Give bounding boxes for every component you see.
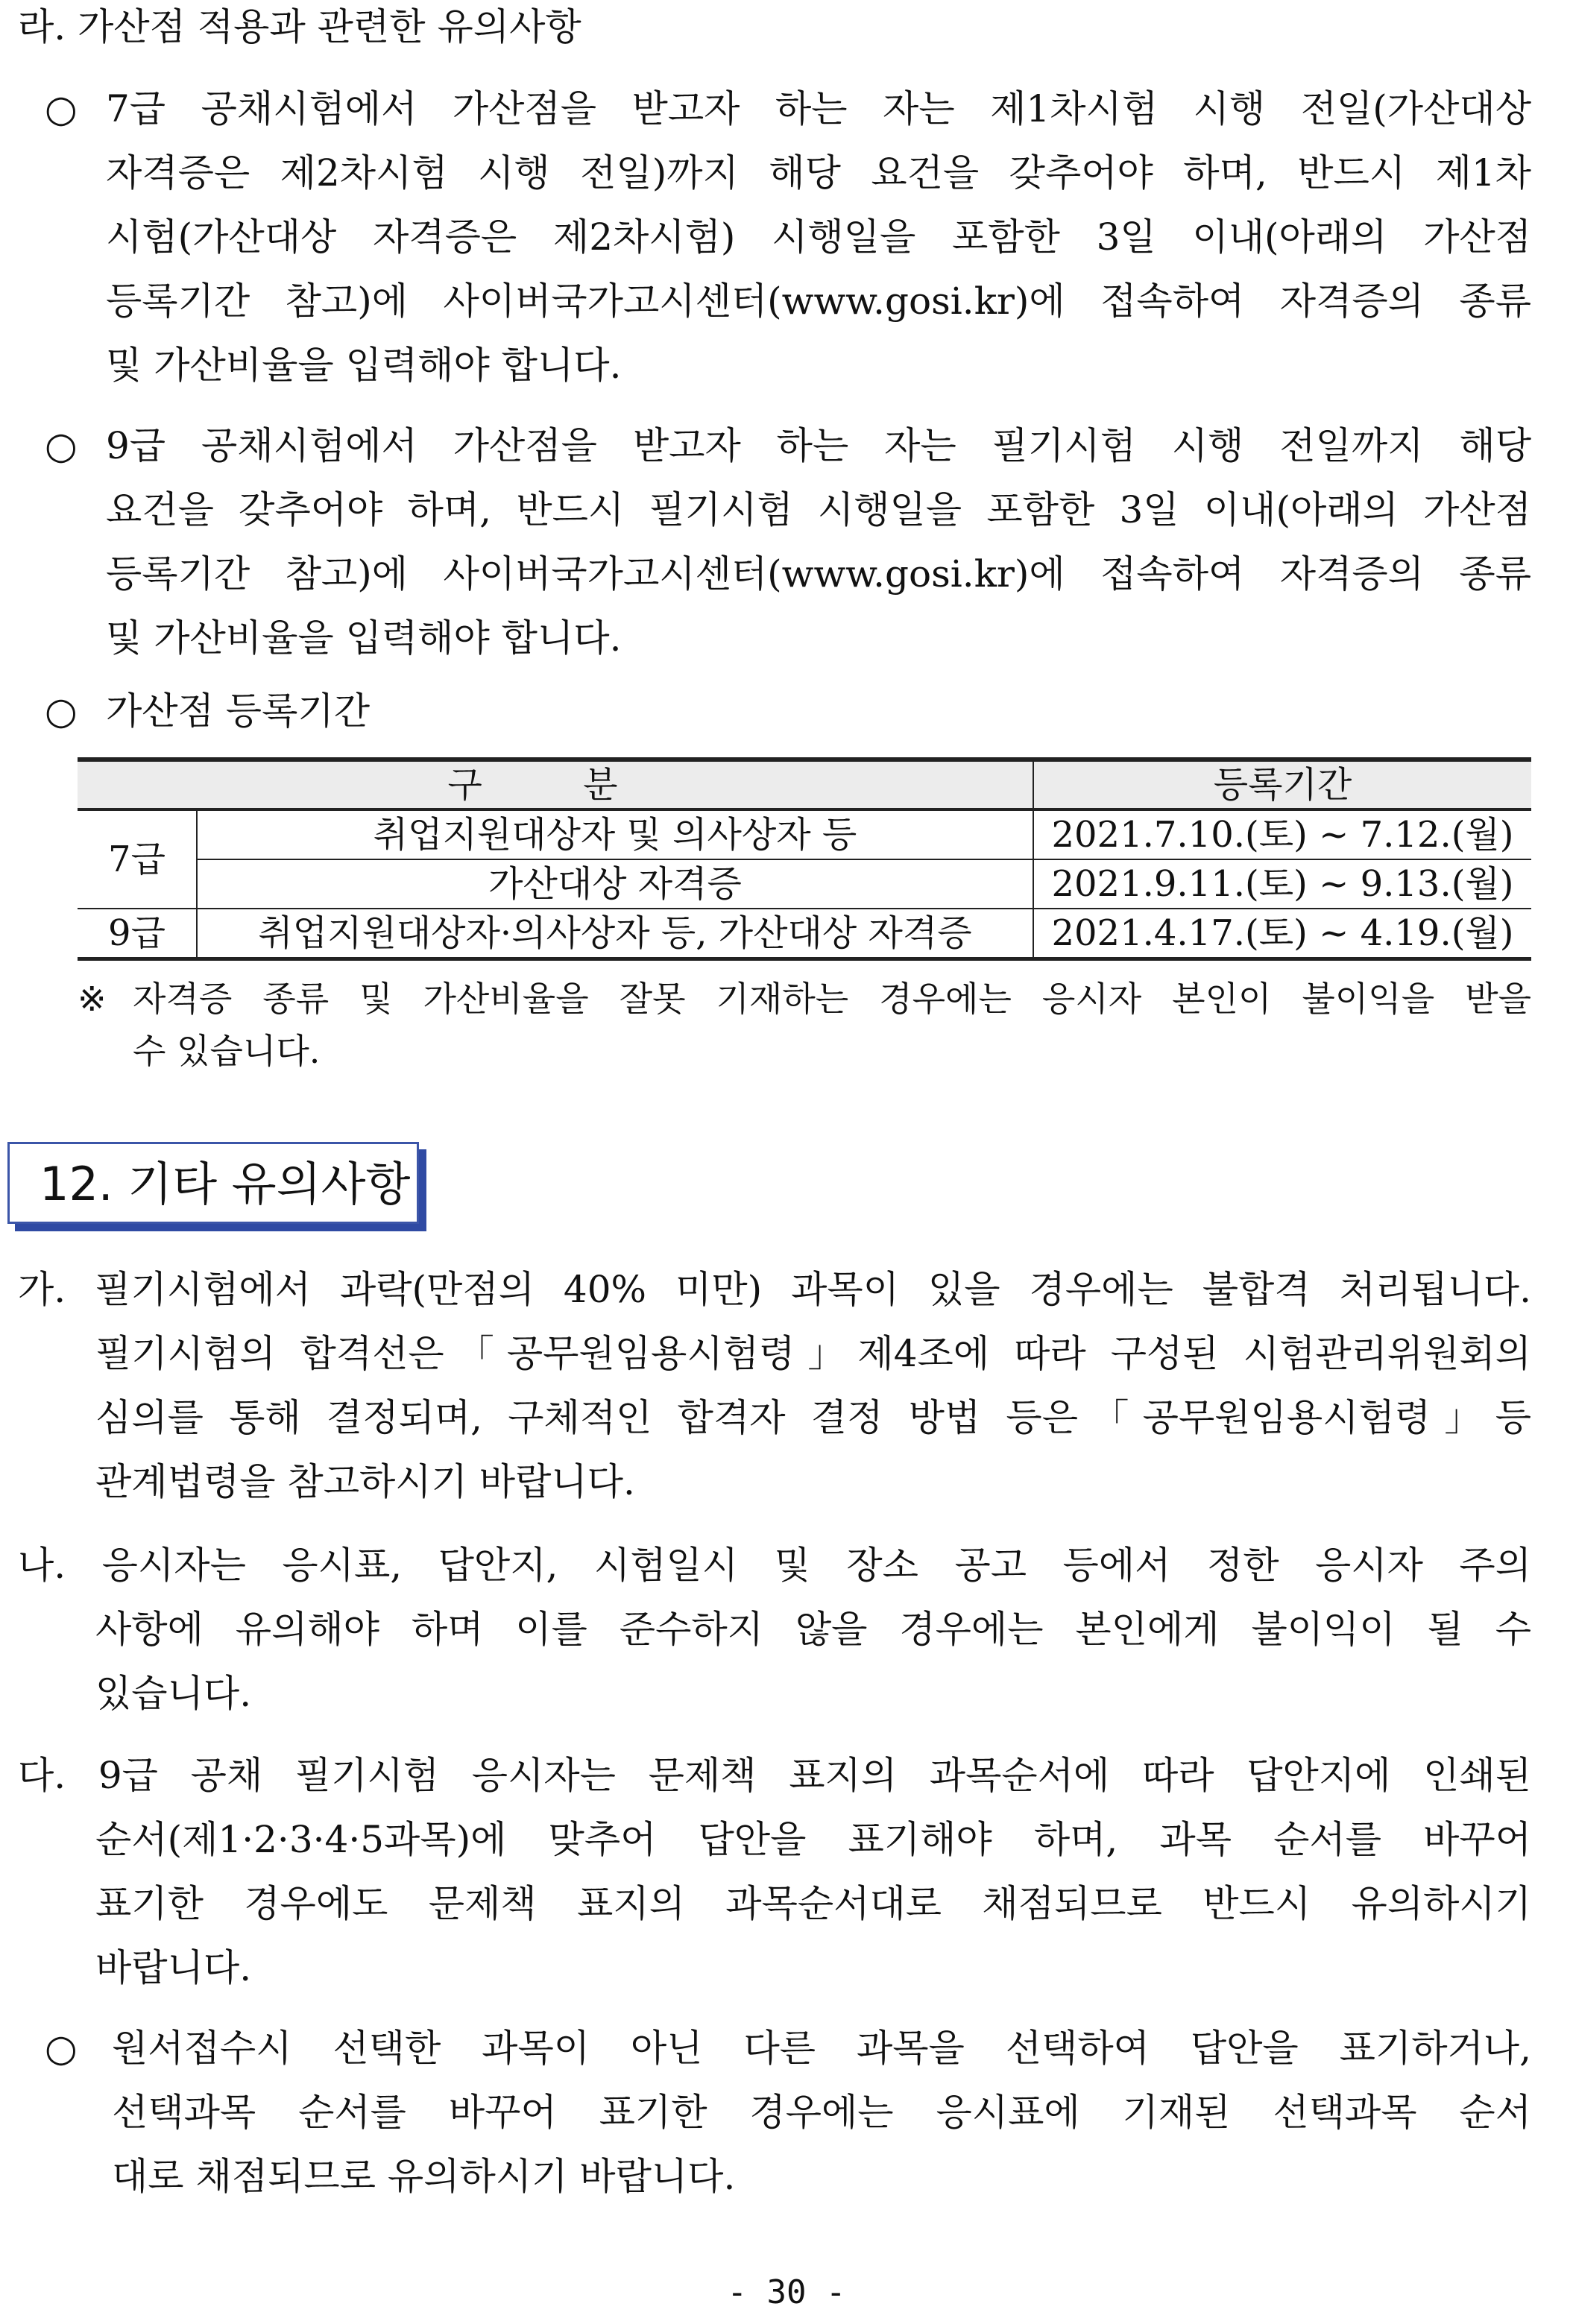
table-cell-period: 2021.4.17.(토) ~ 4.19.(월) — [1033, 909, 1531, 959]
paragraph-line: 순서(제1·2·3·4·5과목)에 맞추어 답안을 표기해야 하며, 과목 순서를 바꾸어 — [95, 1818, 1531, 1861]
bullet-circle-icon: ○ — [45, 424, 78, 467]
bullet-circle-icon: ○ — [45, 2027, 78, 2070]
paragraph-line: 심의를 통해 결정되며, 구체적인 합격자 결정 방법 등은「공무원임용시험령」등 — [95, 1396, 1531, 1439]
paragraph-line: 및 가산비율을 입력해야 합니다. — [106, 344, 622, 387]
paragraph-line: 자격증은 제2차시험 시행 전일)까지 해당 요건을 갖추어야 하며, 반드시 제1차 — [106, 151, 1531, 195]
paragraph-line: 나. 응시자는 응시표, 답안지, 시험일시 및 장소 공고 등에서 정한 응시자 주의 — [18, 1544, 1531, 1587]
table-row — [78, 859, 1531, 909]
table-cell-grade: 9급 — [78, 909, 197, 959]
paragraph-line: 가. 필기시험에서 과락(만점의 40% 미만) 과목이 있을 경우에는 불합격 처리됩니다. — [18, 1268, 1531, 1311]
paragraph-line: 원서접수시 선택한 과목이 아닌 다른 과목을 선택하여 답안을 표기하거나, — [112, 2027, 1531, 2070]
bullet-circle-icon: ○ — [45, 87, 78, 130]
table-cell-period: 2021.7.10.(토) ~ 7.12.(월) — [1033, 809, 1531, 859]
paragraph-line: 등록기간 참고)에 사이버국가고시센터(www.gosi.kr)에 접속하여 자격증의 종류 — [106, 280, 1531, 323]
table-cell-period: 2021.9.11.(토) ~ 9.13.(월) — [1033, 859, 1531, 909]
paragraph-line: 있습니다. — [95, 1672, 252, 1715]
paragraph-line: 선택과목 순서를 바꾸어 표기한 경우에는 응시표에 기재된 선택과목 순서 — [112, 2091, 1531, 2134]
paragraph-line: 필기시험의 합격선은「공무원임용시험령」제4조에 따라 구성된 시험관리위원회의 — [95, 1332, 1531, 1375]
table-header-period: 등록기간 — [1033, 760, 1531, 809]
subsection-heading: 라. 가산점 적용과 관련한 유의사항 — [18, 5, 581, 48]
list-item-title: 가산점 등록기간 — [106, 689, 370, 733]
note-line: 수 있습니다. — [133, 1031, 321, 1071]
paragraph-line: 표기한 경우에도 문제책 표지의 과목순서대로 채점되므로 반드시 유의하시기 — [95, 1882, 1531, 1925]
note-line: 자격증 종류 및 가산비율을 잘못 기재하는 경우에는 응시자 본인이 불이익을 받을 — [133, 979, 1531, 1019]
paragraph-line: 바랍니다. — [95, 1946, 252, 1989]
section-title: 12. 기타 유의사항 — [40, 1157, 411, 1211]
table-cell-category: 취업지원대상자·의사상자 등, 가산대상 자격증 — [197, 909, 1033, 959]
paragraph-line: 관계법령을 참고하시기 바랍니다. — [95, 1460, 635, 1503]
reference-mark-icon: ※ — [78, 979, 107, 1019]
paragraph-line: 요건을 갖추어야 하며, 반드시 필기시험 시행일을 포함한 3일 이내(아래의 가산점 — [106, 488, 1531, 531]
paragraph-line: 7급 공채시험에서 가산점을 받고자 하는 자는 제1차시험 시행 전일(가산대상 — [106, 87, 1531, 130]
bullet-circle-icon: ○ — [45, 689, 78, 733]
paragraph-line: 사항에 유의해야 하며 이를 준수하지 않을 경우에는 본인에게 불이익이 될 수 — [95, 1608, 1531, 1651]
paragraph-line: 대로 채점되므로 유의하시기 바랍니다. — [112, 2155, 736, 2198]
table-row — [78, 809, 1531, 859]
paragraph-line: 다. 9급 공채 필기시험 응시자는 문제책 표지의 과목순서에 따라 답안지에 인쇄된 — [18, 1754, 1531, 1797]
paragraph-line: 등록기간 참고)에 사이버국가고시센터(www.gosi.kr)에 접속하여 자격증의 종류 — [106, 552, 1531, 596]
paragraph-line: 및 가산비율을 입력해야 합니다. — [106, 616, 622, 660]
paragraph-line: 9급 공채시험에서 가산점을 받고자 하는 자는 필기시험 시행 전일까지 해당 — [106, 424, 1531, 467]
table-header-category: 구 분 — [78, 760, 1033, 809]
table-cell-grade: 7급 — [78, 809, 197, 909]
table-cell-category: 취업지원대상자 및 의사상자 등 — [197, 809, 1033, 859]
table-row — [78, 909, 1531, 959]
section-heading-box — [7, 1142, 419, 1224]
table-cell-category: 가산대상 자격증 — [197, 859, 1033, 909]
registration-period-table — [78, 757, 1531, 961]
paragraph-line: 시험(가산대상 자격증은 제2차시험) 시행일을 포함한 3일 이내(아래의 가산점 — [106, 215, 1531, 259]
page-number: - 30 - — [727, 2273, 846, 2311]
